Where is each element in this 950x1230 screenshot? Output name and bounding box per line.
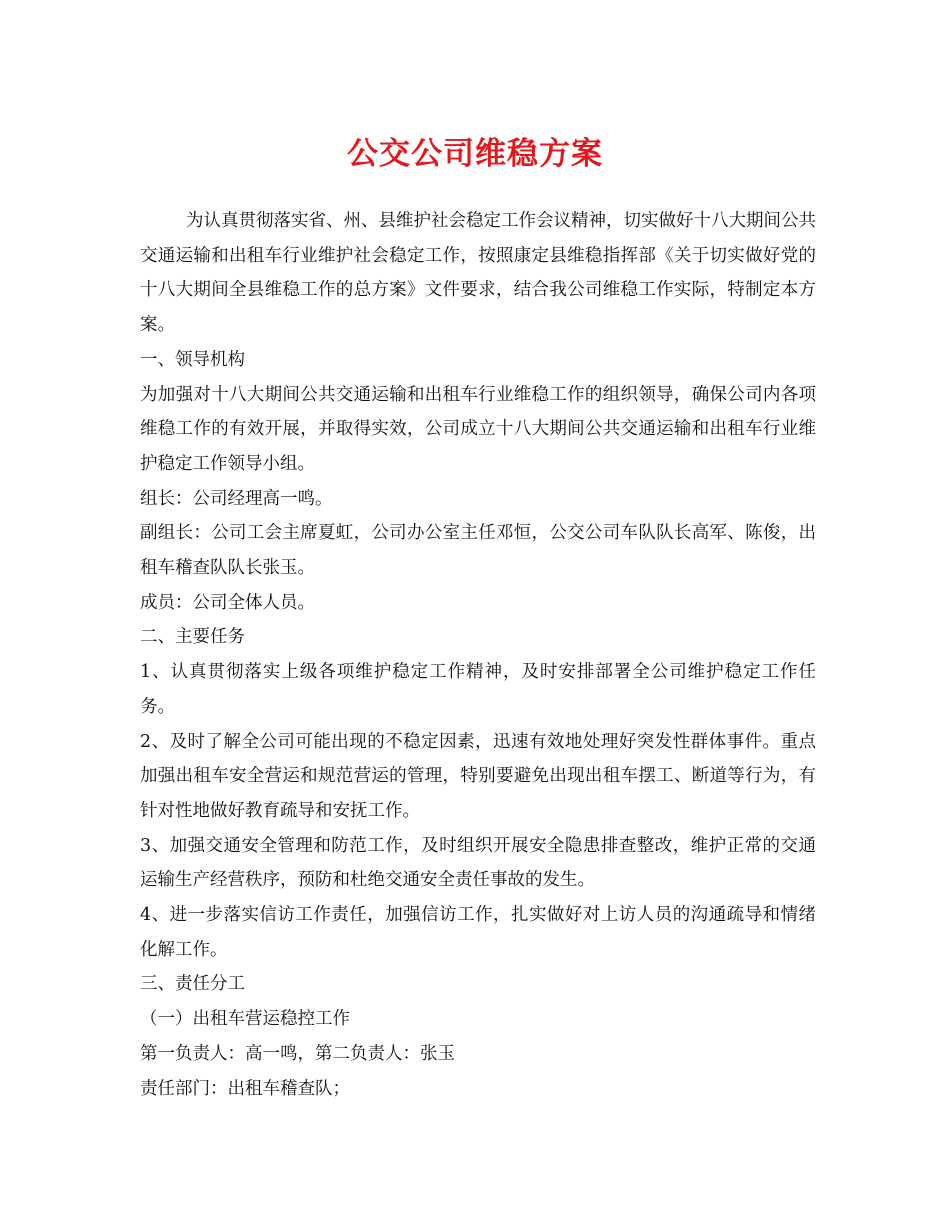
deputy-leader-line: 副组长：公司工会主席夏虹，公司办公室主任邓恒，公交公司车队队长高军、陈俊，出租车稽查队队长张玉。: [140, 523, 816, 579]
leadership-paragraph: 为加强对十八大期间公共交通运输和出租车行业维稳工作的组织领导，确保公司内各项维稳工作的有效开展，并取得实效，公司成立十八大期间公共交通运输和出租车行业维护稳定工作领导小组。: [140, 384, 816, 474]
group-leader-line: 组长：公司经理高一鸣。: [140, 488, 333, 509]
section-heading-leadership: 一、领导机构: [140, 349, 245, 370]
section-heading-tasks: 二、主要任务: [140, 627, 245, 648]
responsible-persons-line: 第一负责人：高一鸣，第二负责人：张玉: [140, 1043, 455, 1064]
intro-paragraph: 为认真贯彻落实省、州、县维护社会稳定工作会议精神，切实做好十八大期间公共交通运输和出租车行业维护社会稳定工作，按照康定县维稳指挥部《关于切实做好党的十八大期间全县维稳工作的总方案》文件要求，结合我公司维稳工作实际，特制定本方案。: [140, 211, 816, 336]
members-line: 成员：公司全体人员。: [140, 592, 315, 613]
subsection-heading-taxi: （一）出租车营运稳控工作: [140, 1009, 350, 1030]
document-body: [140, 204, 816, 1106]
responsible-department-line: 责任部门：出租车稽查队；: [140, 1078, 350, 1099]
section-heading-responsibility: 三、责任分工: [140, 974, 245, 995]
document-title: 公交公司维稳方案: [347, 136, 603, 172]
task-item-3: 3、加强交通安全管理和防范工作，及时组织开展安全隐患排查整改，维护正常的交通运输生产经营秩序，预防和杜绝交通安全责任事故的发生。: [140, 835, 816, 891]
task-item-1: 1、认真贯彻落实上级各项维护稳定工作精神，及时安排部署全公司维护稳定工作任务。: [140, 662, 816, 717]
task-item-2: 2、及时了解全公司可能出现的不稳定因素，迅速有效地处理好突发性群体事件。重点加强出租车安全营运和规范营运的管理，特别要避免出现出租车摆工、断道等行为，有针对性地做好教育疏导和安抚工作。: [140, 731, 816, 821]
task-item-4: 4、进一步落实信访工作责任，加强信访工作，扎实做好对上访人员的沟通疏导和情绪化解工作。: [140, 905, 816, 960]
